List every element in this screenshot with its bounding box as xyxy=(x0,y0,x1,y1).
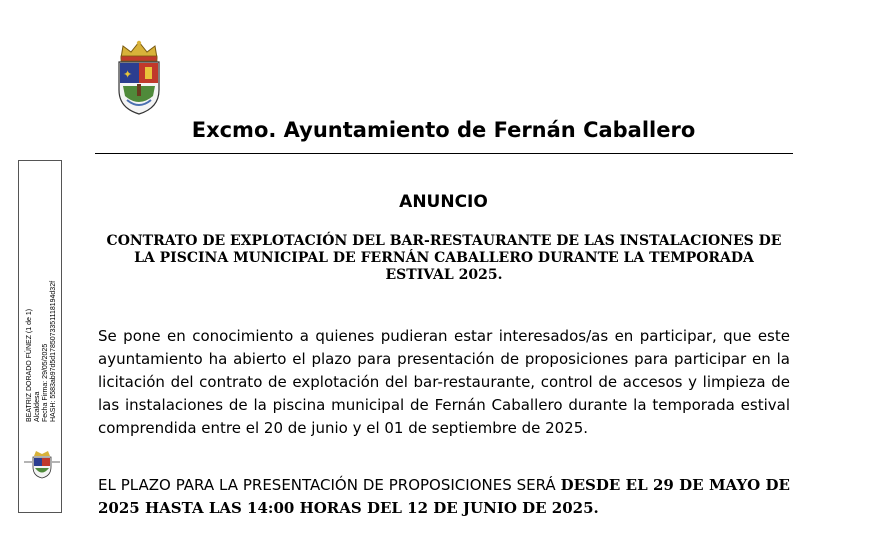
sign-hash: HASH: 5583ab97d5d1785073351118194d32f xyxy=(50,280,57,422)
signer-name: BEATRIZ DORADO FÚNEZ (1 de 1) xyxy=(26,308,33,422)
announcement-paragraph: Se pone en conocimiento a quienes pudieran estar interesados/as en participar, que este ayuntamiento ha abierto el plazo para presentación de proposiciones para participar en la licitación del contrato de explotación del bar-restaurante, control de accesos y limpieza de las instalaciones de la piscina municipal de Fernán Caballero durante la temporada estival comprendida entre el 20 de junio y el 01 de septiembre de 2025. xyxy=(98,327,790,437)
coat-of-arms-icon xyxy=(22,450,62,480)
coat-of-arms-icon xyxy=(113,38,165,118)
deadline-dates: DESDE EL 29 DE MAYO DE 2025 HASTA LAS 14:00 HORAS DEL 12 DE JUNIO DE 2025. xyxy=(98,476,790,517)
announcement-heading: ANUNCIO xyxy=(399,192,488,212)
deadline-paragraph xyxy=(98,474,790,520)
signature-stamp-text xyxy=(22,262,66,422)
sign-date: Fecha Firma: 29/05/2025 xyxy=(42,343,49,422)
svg-text:✦: ✦ xyxy=(123,68,133,81)
header-divider xyxy=(95,153,793,154)
deadline-intro: EL PLAZO PARA LA PRESENTACIÓN DE PROPOSICIONES SERÁ xyxy=(98,476,561,494)
page-title: Excmo. Ayuntamiento de Fernán Caballero xyxy=(191,118,696,142)
signer-role: Alcaldesa xyxy=(34,391,41,422)
contract-subject: CONTRATO DE EXPLOTACIÓN DEL BAR-RESTAURANTE DE LAS INSTALACIONES DE LA PISCINA MUNICIPAL DE FERNÁN CABALLERO DURANTE LA TEMPORADA ESTIVAL 2025. xyxy=(106,233,782,283)
